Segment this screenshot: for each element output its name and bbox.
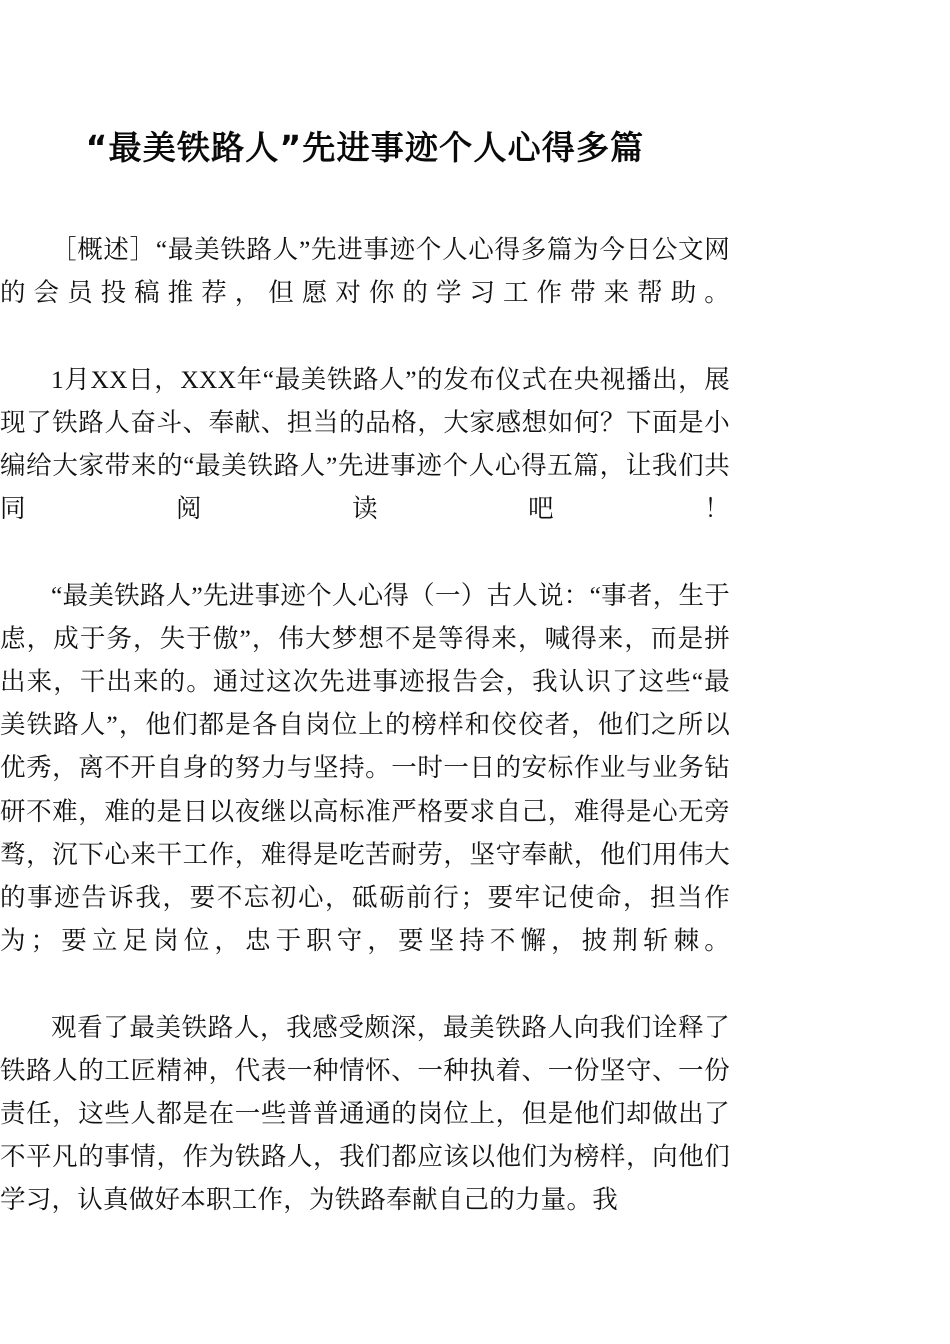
paragraph-summary: ［概述］“最美铁路人”先进事迹个人心得多篇为今日公文网的会员投稿推荐，但愿对你的学习工作带来帮助。 bbox=[0, 235, 730, 308]
paragraph-intro: 1月XX日，XXX年“最美铁路人”的发布仪式在央视播出，展现了铁路人奋斗、奉献、担当的品格，大家感想如何？下面是小编给大家带来的“最美铁路人”先进事迹个人心得五篇，让我们共同阅读吧！ bbox=[0, 364, 730, 524]
paragraph-essay-two: 观看了最美铁路人，我感受颇深，最美铁路人向我们诠释了铁路人的工匠精神，代表一种情怀、一种执着、一份坚守、一份责任，这些人都是在一些普普通通的岗位上，但是他们却做出了不平凡的事情，作为铁路人，我们都应该以他们为榜样，向他们学习，认真做好本职工作，为铁路奉献自己的力量。我 bbox=[0, 1012, 730, 1215]
paragraph-essay-one: “最美铁路人”先进事迹个人心得（一）古人说：“事者，生于虑，成于务，失于傲”，伟大梦想不是等得来，喊得来，而是拼出来，干出来的。通过这次先进事迹报告会，我认识了这些“最美铁路人”，他们都是各自岗位上的榜样和佼佼者，他们之所以优秀，离不开自身的努力与坚持。一时一日的安标作业与业务钻研不难，难的是日以夜继以高标准严格要求自己，难得是心无旁骛，沉下心来干工作，难得是吃苦耐劳，坚守奉献，他们用伟大的事迹告诉我，要不忘初心，砥砺前行；要牢记使命，担当作为；要立足岗位，忠于职守，要坚持不懈，披荆斩棘。 bbox=[0, 580, 730, 956]
document-body bbox=[0, 228, 730, 1222]
page-title: “最美铁路人”先进事迹个人心得多篇 bbox=[85, 128, 645, 167]
